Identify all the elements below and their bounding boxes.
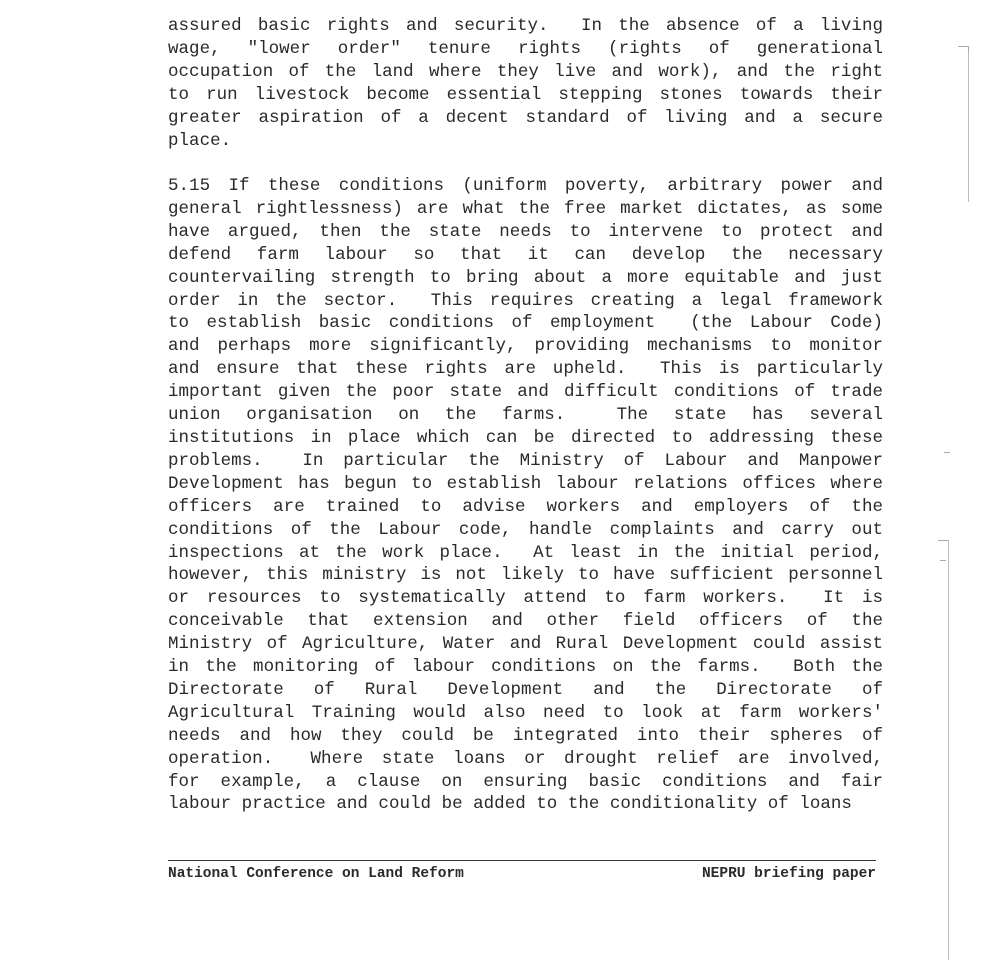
text-line: conditions of the Labour code, handle complaints and carry out bbox=[168, 519, 883, 540]
scan-edge-line bbox=[948, 540, 949, 960]
text-line: conceivable that extension and other field officers of the bbox=[168, 611, 883, 632]
scan-edge-line bbox=[968, 52, 969, 202]
text-line: Directorate of Rural Development and the Directorate of bbox=[168, 679, 883, 700]
text-line: problems. In particular the Ministry of Labour and Manpower bbox=[168, 450, 883, 471]
footer-paper-label: NEPRU briefing paper bbox=[701, 866, 876, 882]
text-line: however, this ministry is not likely to have sufficient personnel bbox=[168, 565, 883, 586]
text-line: and perhaps more significantly, providing mechanisms to monitor bbox=[168, 336, 883, 357]
text-line: greater aspiration of a decent standard of living and a secure bbox=[168, 107, 883, 128]
paragraph-5-15 bbox=[168, 175, 883, 816]
text-line: 5.15 If these conditions (uniform poverty, arbitrary power and bbox=[168, 176, 883, 196]
text-line: operation. Where state loans or drought relief are involved, bbox=[168, 748, 883, 769]
text-line: Development has begun to establish labour relations offices where bbox=[168, 473, 883, 494]
text-line: important given the poor state and difficult conditions of trade bbox=[168, 382, 883, 403]
text-line: needs and how they could be integrated into their spheres of bbox=[168, 725, 883, 746]
footer-divider bbox=[168, 860, 876, 861]
text-line: in the monitoring of labour conditions on the farms. Both the bbox=[168, 657, 883, 678]
text-line: and ensure that these rights are upheld. This is particularly bbox=[168, 359, 883, 380]
text-line: countervailing strength to bring about a more equitable and just bbox=[168, 267, 883, 288]
text-line: general rightlessness) are what the free market dictates, as some bbox=[168, 198, 883, 219]
text-line: Ministry of Agriculture, Water and Rural Development could assist bbox=[168, 634, 883, 655]
text-line: to establish basic conditions of employment (the Labour Code) bbox=[168, 313, 883, 334]
text-line: place. bbox=[168, 130, 232, 151]
paragraph-continuation bbox=[168, 15, 883, 152]
text-line: to run livestock become essential stepping stones towards their bbox=[168, 84, 883, 105]
text-line: have argued, then the state needs to intervene to protect and bbox=[168, 221, 883, 242]
text-line: defend farm labour so that it can develop the necessary bbox=[168, 244, 883, 265]
text-line: occupation of the land where they live and work), and the right bbox=[168, 61, 883, 82]
text-line: assured basic rights and security. In the absence of a living bbox=[168, 16, 883, 36]
text-line: union organisation on the farms. The state has several bbox=[168, 405, 883, 426]
text-line: labour practice and could be added to the conditionality of loans bbox=[168, 794, 852, 815]
footer-conference-title: National Conference on Land Reform bbox=[168, 866, 464, 882]
text-line: officers are trained to advise workers and employers of the bbox=[168, 496, 883, 517]
text-line: institutions in place which can be directed to addressing these bbox=[168, 427, 883, 448]
text-line: Agricultural Training would also need to look at farm workers' bbox=[168, 702, 883, 723]
text-line: or resources to systematically attend to farm workers. It is bbox=[168, 588, 883, 609]
text-line: order in the sector. This requires creating a legal framework bbox=[168, 290, 883, 311]
text-line: for example, a clause on ensuring basic conditions and fair bbox=[168, 771, 883, 792]
text-line: wage, "lower order" tenure rights (rights of generational bbox=[168, 38, 883, 59]
scan-edge-mark bbox=[940, 560, 946, 561]
scan-edge-mark bbox=[944, 452, 950, 453]
text-line: inspections at the work place. At least in the initial period, bbox=[168, 542, 883, 563]
